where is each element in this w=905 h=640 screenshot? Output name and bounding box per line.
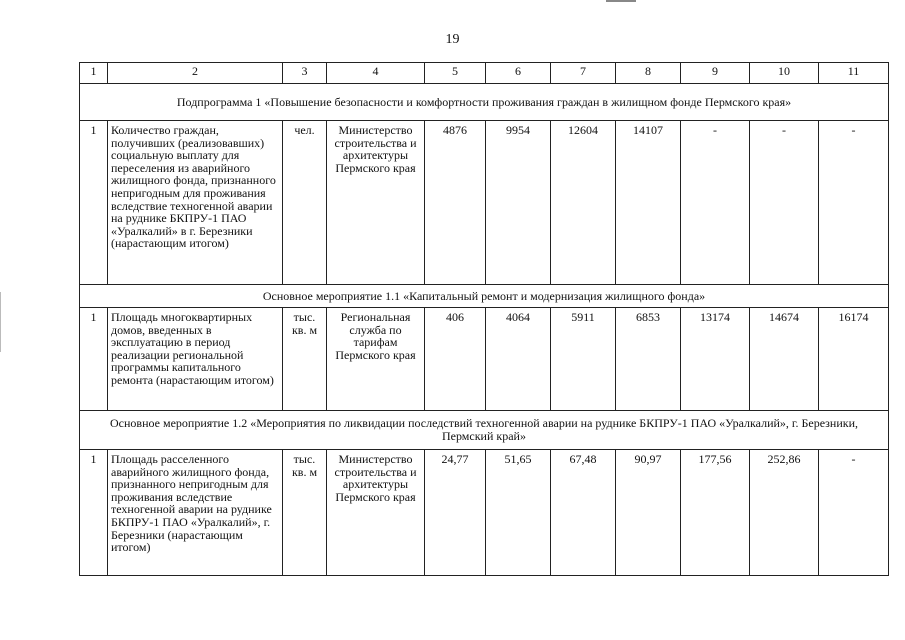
value-cell: 14674	[750, 308, 819, 411]
value-cell: 13174	[681, 308, 750, 411]
scan-mark	[606, 0, 636, 2]
value-cell: 406	[425, 308, 486, 411]
table-row	[80, 450, 889, 576]
value-cell: 4064	[486, 308, 551, 411]
responsible: Региональная служба по тарифам Пермского края	[327, 308, 425, 411]
responsible: Министерство строительства и архитектуры Пермского края	[327, 121, 425, 285]
value-cell: 177,56	[681, 450, 750, 576]
col-header: 1	[80, 63, 108, 84]
indicator-name: Площадь многоквартирных домов, введенных в эксплуатацию в период реализации региональной программы капитального ремонта (нарастающим итогом)	[108, 308, 283, 411]
value-cell: 24,77	[425, 450, 486, 576]
value-cell: -	[750, 121, 819, 285]
indicators-table	[79, 62, 889, 576]
col-header: 8	[616, 63, 681, 84]
row-number: 1	[80, 450, 108, 576]
value-cell: 51,65	[486, 450, 551, 576]
col-header: 3	[283, 63, 327, 84]
page-number: 19	[445, 32, 460, 47]
column-number-row	[80, 63, 889, 84]
value-cell: 67,48	[551, 450, 616, 576]
unit: тыс. кв. м	[283, 308, 327, 411]
value-cell: 12604	[551, 121, 616, 285]
col-header: 2	[108, 63, 283, 84]
table-row	[80, 308, 889, 411]
col-header: 6	[486, 63, 551, 84]
section-title-row	[80, 411, 889, 450]
unit: чел.	[283, 121, 327, 285]
col-header: 7	[551, 63, 616, 84]
value-cell: 5911	[551, 308, 616, 411]
section-title: Основное мероприятие 1.2 «Мероприятия по ликвидации последствий техногенной аварии на руднике БКПРУ-1 ПАО «Уралкалий», г. Березники, Пермский край»	[80, 411, 889, 450]
value-cell: 6853	[616, 308, 681, 411]
section-title: Основное мероприятие 1.1 «Капитальный ремонт и модернизация жилищного фонда»	[80, 285, 889, 308]
indicator-name: Количество граждан, получивших (реализовавших) социальную выплату для переселения из аварийного жилищного фонда, признанного непригодным для проживания вследствие техногенной аварии на руднике БКПРУ-1 ПАО «Уралкалий» в г. Березники (нарастающим итогом)	[108, 121, 283, 285]
table-row	[80, 121, 889, 285]
col-header: 11	[819, 63, 889, 84]
unit: тыс. кв. м	[283, 450, 327, 576]
value-cell: -	[819, 450, 889, 576]
indicator-name: Площадь расселенного аварийного жилищного фонда, признанного непригодным для проживания вследствие техногенной аварии на руднике БКПРУ-1 ПАО «Уралкалий», г. Березники (нарастающим итогом)	[108, 450, 283, 576]
responsible: Министерство строительства и архитектуры Пермского края	[327, 450, 425, 576]
col-header: 9	[681, 63, 750, 84]
value-cell: 4876	[425, 121, 486, 285]
row-number: 1	[80, 121, 108, 285]
scan-edge-mark	[0, 292, 1, 352]
section-title-row	[80, 84, 889, 121]
col-header: 10	[750, 63, 819, 84]
section-title-row	[80, 285, 889, 308]
value-cell: -	[681, 121, 750, 285]
value-cell: 252,86	[750, 450, 819, 576]
col-header: 5	[425, 63, 486, 84]
value-cell: 14107	[616, 121, 681, 285]
value-cell: -	[819, 121, 889, 285]
value-cell: 9954	[486, 121, 551, 285]
col-header: 4	[327, 63, 425, 84]
row-number: 1	[80, 308, 108, 411]
value-cell: 90,97	[616, 450, 681, 576]
value-cell: 16174	[819, 308, 889, 411]
section-title: Подпрограмма 1 «Повышение безопасности и комфортности проживания граждан в жилищном фонде Пермского края»	[80, 84, 889, 121]
